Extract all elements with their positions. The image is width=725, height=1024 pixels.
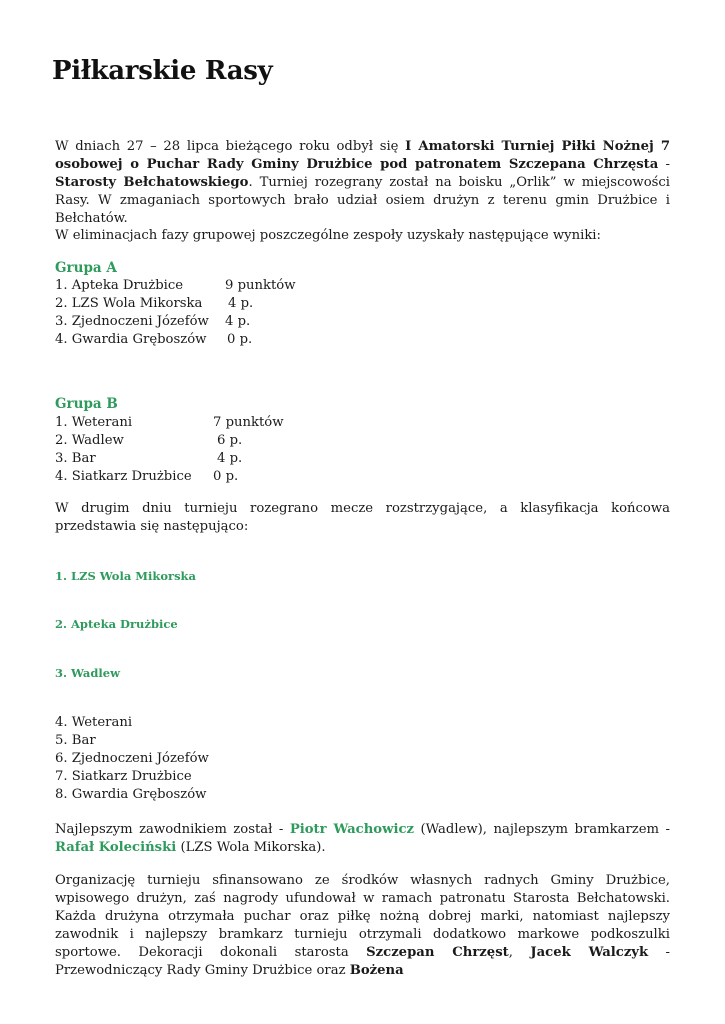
intro-text-3: . Turniej rozegrany został na boisku „Orlik” w miejscowości Rasy. W zmaganiach sportowych brało udział osiem drużyn z terenu gmin Drużbice i Bełchatów. [55,175,671,226]
group-b-row [55,468,239,486]
placing-item: 6. Zjednoczeni Józefów [55,751,209,766]
group-b-row [55,450,243,468]
team-points: 0 p. [227,332,253,347]
team-name: 3. Zjednoczeni Józefów [55,314,209,329]
team-name: 1. Apteka Drużbice [55,278,184,293]
group-b-heading: Grupa B [55,396,118,412]
best-text-1: Najlepszym zawodnikiem został - [55,822,290,837]
best-text-3: (LZS Wola Mikorska). [176,840,326,855]
team-name: 1. Weterani [55,415,133,430]
best-keeper-name: Rafał Koleciński [55,840,177,855]
person-chairman: Jacek Walczyk [530,945,649,960]
tournament-name: I Amatorski Turniej Piłki Nożnej 7 osobowej o Puchar Rady Gminy Drużbice pod patronatem Szczepana Chrzęsta [55,139,670,172]
team-points: 4 p. [225,314,251,329]
group-a-row [55,331,253,349]
podium-place-3: 3. Wadlew [55,666,121,680]
team-points: 0 p. [213,469,239,484]
organization-paragraph [55,872,670,980]
person-starosta: Szczepan Chrzęst [366,945,509,960]
team-points: 4 p. [217,451,243,466]
podium-place-2: 2. Apteka Drużbice [55,617,178,631]
team-name: 2. Wadlew [55,433,124,448]
group-a-row [55,313,251,331]
intro-paragraph [55,138,670,228]
group-b-row [55,414,284,432]
org-text-1: Organizację turnieju sfinansowano ze środków własnych radnych Gminy Drużbice, wpisowego drużyn, zaś nagrody ufundował w ramach patronatu Starosta Bełchatowski. Każda drużyna otrzymała puchar oraz piłkę nożną dobrej marki, natomiast najlepszy zawodnik i najlepszy bramkarz turnieju otrzymali dodatkowo markowe podkoszulki sportowe. Dekoracji dokonali starosta [55,873,670,960]
best-player-name: Piotr Wachowicz [289,822,414,837]
placing-item: 4. Weterani [55,715,133,730]
org-text-2: , [508,945,531,960]
team-name: 2. LZS Wola Mikorska [55,296,203,311]
team-name: 4. Siatkarz Drużbice [55,469,192,484]
elimination-text: W eliminacjach fazy grupowej poszczególne zespoły uzyskały następujące wyniki: [55,228,601,243]
team-points: 7 punktów [213,415,284,430]
group-a-row [55,295,254,313]
intro-text-1: W dniach 27 – 28 lipca bieżącego roku odbył się [55,139,406,154]
person-third: Bożena [349,963,404,978]
best-text-2: (Wadlew), najlepszym bramkarzem - [413,822,670,837]
best-players-paragraph [55,821,670,857]
final-intro-paragraph: W drugim dniu turnieju rozegrano mecze rozstrzygające, a klasyfikacja końcowa przedstawia się następująco: [55,501,670,534]
group-b-row [55,432,243,450]
team-name: 3. Bar [55,451,96,466]
team-points: 4 p. [228,296,254,311]
placing-item: 7. Siatkarz Drużbice [55,769,192,784]
page-title: Piłkarskie Rasy [52,56,273,86]
placing-item: 5. Bar [55,733,96,748]
placing-item: 8. Gwardia Gręboszów [55,787,207,802]
team-points: 9 punktów [225,278,296,293]
team-points: 6 p. [217,433,243,448]
org-text-3: - Przewodniczący Rady Gminy Drużbice oraz [55,945,671,978]
team-name: 4. Gwardia Gręboszów [55,332,207,347]
patron-title: Starosty Bełchatowskiego [55,175,249,190]
group-a-heading: Grupa A [55,260,117,276]
podium-place-1: 1. LZS Wola Mikorska [55,569,196,583]
group-a-row [55,277,296,295]
intro-text-2: - [658,157,670,172]
